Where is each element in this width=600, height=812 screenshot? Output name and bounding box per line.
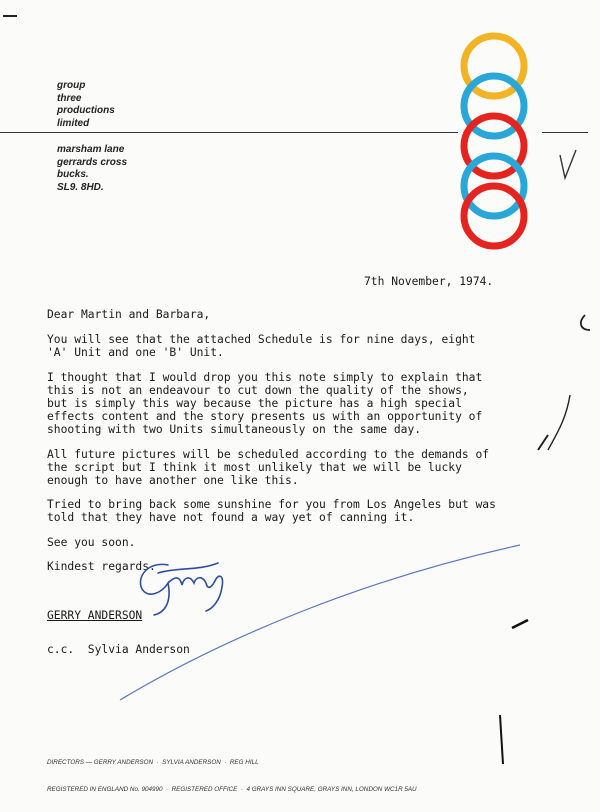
salutation: Dear Martin and Barbara,	[47, 308, 211, 321]
footer-directors: DIRECTORS — GERRY ANDERSON · SYLVIA ANDERSON · REG HILL	[47, 759, 259, 766]
company-name-line: productions	[57, 105, 115, 116]
paragraph: All future pictures will be scheduled according to the demands of the script but I think it most unlikely that we will be lucky enough to have another one like this.	[47, 447, 490, 488]
company-name-line: three	[57, 92, 82, 104]
ink-mark	[538, 435, 548, 450]
address-line: marsham lane	[57, 144, 125, 155]
company-footer	[47, 740, 417, 812]
ink-mark	[548, 395, 570, 450]
ink-mark	[581, 315, 590, 330]
company-name-line: limited	[57, 117, 90, 129]
letter-date: 7th November, 1974.	[364, 275, 494, 288]
paragraph: I thought that I would drop you this note simply to explain that this is not an endeavour to cut down the quality of the shows, but is simply this way because the picture has a high special effects content and the story presents us with an opportunity of shooting with two Units simultaneously on the same day.	[47, 370, 483, 437]
pen-stroke	[120, 545, 520, 700]
signatory-name: GERRY ANDERSON	[47, 609, 143, 622]
address-line: bucks.	[57, 169, 89, 180]
closing: Kindest regards.	[47, 559, 156, 573]
carbon-copy: c.c. Sylvia Anderson	[47, 643, 190, 656]
paragraph: See you soon.	[47, 535, 136, 549]
tick-mark	[560, 150, 576, 178]
ink-mark	[500, 715, 503, 764]
paragraph: You will see that the attached Schedule is for nine days, eight 'A' Unit and one 'B' Unit.	[47, 333, 476, 360]
address-line: gerrards cross	[57, 156, 128, 168]
paragraph: Tried to bring back some sunshine for you from Los Angeles but was told that they have not found a way yet of canning it.	[47, 498, 496, 525]
address-line: SL9. 8HD.	[57, 181, 104, 193]
company-name-line: group	[57, 80, 86, 91]
footer-registration: REGISTERED IN ENGLAND No. 904990 · REGISTERED OFFICE · 4 GRAYS INN SQUARE, GRAYS INN, LONDON WC1R 5AU	[47, 786, 417, 793]
ink-mark	[512, 620, 528, 628]
